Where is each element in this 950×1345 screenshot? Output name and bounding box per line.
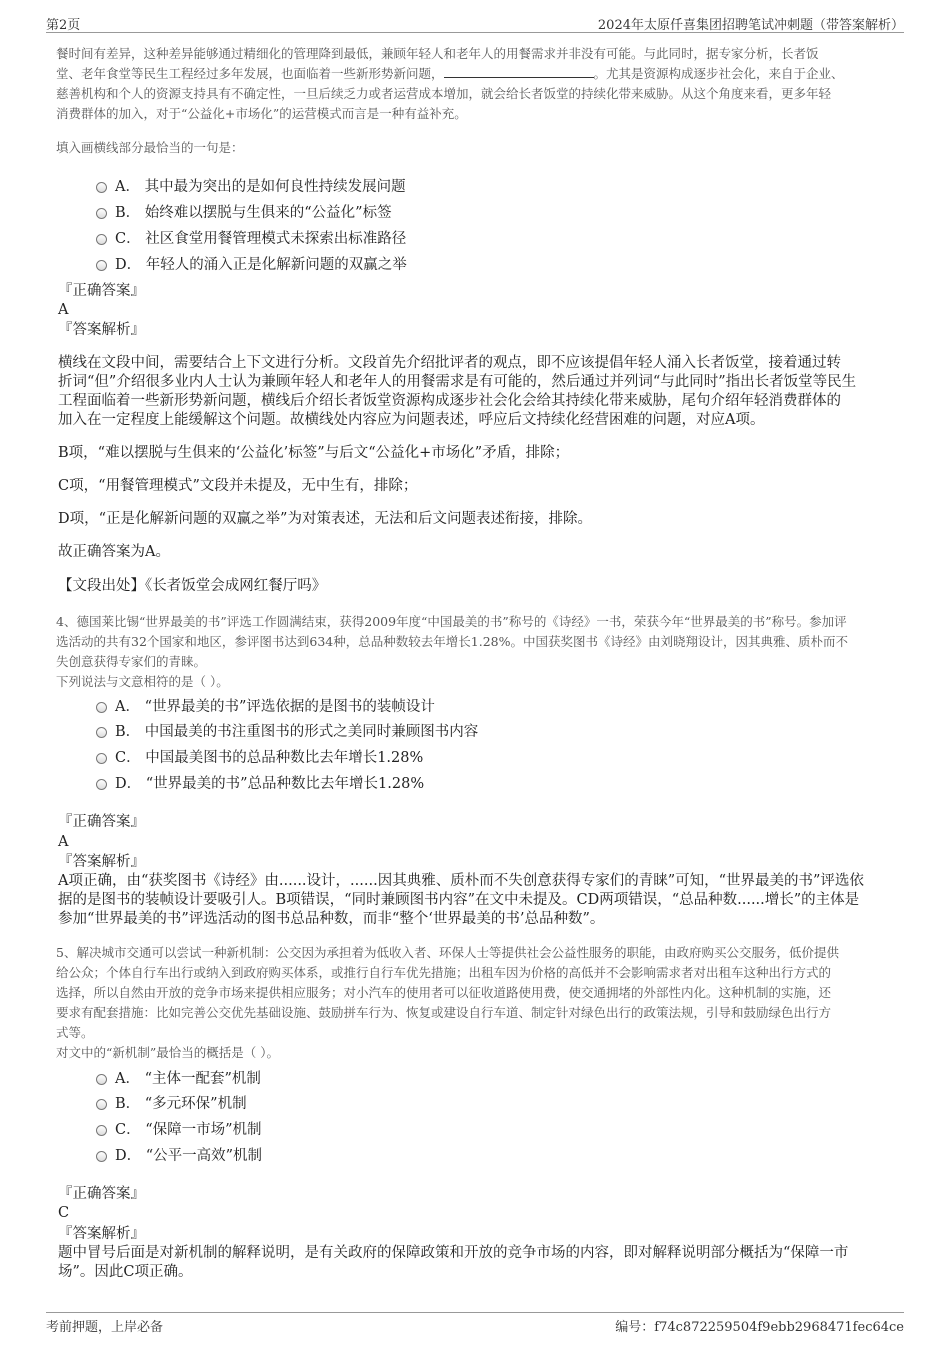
q3-option-d-note: D项，“正是化解新问题的双赢之举”为对策表述，无法和后文问题表述衔接，排除。 <box>58 511 592 527</box>
q3-analysis-label: 『答案解析』 <box>58 322 145 338</box>
option-label: D． “公平一高效”机制 <box>115 1148 263 1164</box>
q4-analysis-line-1: A项正确，由“获奖图书《诗经》由......设计，......因其典雅、质朴而不失创意获得专家们的青睐”可知，“世界最美的书”评选依 <box>58 873 864 889</box>
option-label: A． 其中最为突出的是如何良性持续发展问题 <box>115 179 406 195</box>
q5-answer: C <box>58 1205 70 1221</box>
option-label: D． “世界最美的书”总品种数比去年增长1.28% <box>115 776 425 792</box>
q5-passage-line-3: 选择，所以自然由开放的竞争市场来提供相应服务；对小汽车的使用者可以征收道路使用费，使交通拥堵的外部性内化。这种机制的实施，还 <box>56 985 832 1000</box>
q3-option-c-note: C项，“用餐管理模式”文段并未提及，无中生有，排除； <box>58 478 418 494</box>
option-label: B． 中国最美的书注重图书的形式之美同时兼顾图书内容 <box>115 724 479 740</box>
q3-conclusion: 故正确答案为A。 <box>58 544 170 560</box>
radio-button-icon[interactable] <box>96 727 107 738</box>
radio-button-icon[interactable] <box>96 702 107 713</box>
radio-button-icon[interactable] <box>96 1074 107 1085</box>
q4-option-b[interactable] <box>96 720 478 740</box>
q3-passage-line-2-end: 。尤其是资源构成逐步社会化，来自于企业、 <box>593 66 844 81</box>
q3-passage-line-3: 慈善机构和个人的资源支持具有不确定性，一旦后续乏力或者运营成本增加，就会给长者饭堂的持续化带来威胁。从这个角度来看，更多年轻 <box>56 86 832 101</box>
q4-passage-line-2: 选活动的共有32个国家和地区，参评图书达到634种，总品种数较去年增长1.28%。中国获奖图书《诗经》由刘晓翔设计，因其典雅、质朴而不 <box>56 634 848 649</box>
q3-passage-line-2 <box>56 64 898 83</box>
q3-answer-label: 『正确答案』 <box>58 283 145 299</box>
q4-passage-line-1: 4、德国莱比锡“世界最美的书”评选工作圆满结束，获得2009年度“中国最美的书”称号的《诗经》一书，荣获今年“世界最美的书”称号。参加评 <box>56 614 847 629</box>
radio-button-icon[interactable] <box>96 260 107 271</box>
q3-passage-line-1: 餐时间有差异，这种差异能够通过精细化的管理降到最低，兼顾年轻人和老年人的用餐需求并非没有可能。与此同时，据专家分析，长者饭 <box>56 46 819 61</box>
q5-option-a[interactable] <box>96 1067 261 1087</box>
q4-answer: A <box>58 834 69 850</box>
q4-option-d[interactable] <box>96 772 424 792</box>
q5-answer-label: 『正确答案』 <box>58 1186 145 1202</box>
q3-analysis-line-2: 折词“但”介绍很多业内人士认为兼顾年轻人和老年人的用餐需求是有可能的，然后通过并列词“与此同时”指出长者饭堂等民生 <box>58 374 857 390</box>
q3-option-b-note: B项，“难以摆脱与生俱来的‘公益化’标签”与后文“公益化+市场化”矛盾，排除； <box>58 445 570 461</box>
radio-button-icon[interactable] <box>96 234 107 245</box>
q3-option-d[interactable] <box>96 253 407 273</box>
option-label: C． 社区食堂用餐管理模式未探索出标准路径 <box>115 231 407 247</box>
radio-button-icon[interactable] <box>96 1099 107 1110</box>
option-label: C． 中国最美图书的总品种数比去年增长1.28% <box>115 750 424 766</box>
option-label: B． 始终难以摆脱与生俱来的“公益化”标签 <box>115 205 392 221</box>
option-label: C． “保障一市场”机制 <box>115 1122 262 1138</box>
radio-button-icon[interactable] <box>96 753 107 764</box>
q4-prompt: 下列说法与文意相符的是（ ）。 <box>56 674 229 689</box>
q3-analysis-line-1: 横线在文段中间，需要结合上下文进行分析。文段首先介绍批评者的观点，即不应该提倡年轻人涌入长者饭堂，接着通过转 <box>58 355 841 371</box>
q3-answer: A <box>58 302 69 318</box>
q4-passage-line-3: 失创意获得专家们的青睐。 <box>56 654 207 669</box>
q4-analysis-line-3: 参加“世界最美的书”评选活动的图书总品种数，而非“整个‘世界最美的书’总品种数”。 <box>58 911 605 927</box>
q5-analysis-label: 『答案解析』 <box>58 1226 145 1242</box>
radio-button-icon[interactable] <box>96 182 107 193</box>
q5-analysis-line-2: 场”。因此C项正确。 <box>58 1264 193 1280</box>
q4-answer-label: 『正确答案』 <box>58 814 145 830</box>
q4-option-c[interactable] <box>96 746 423 766</box>
q3-analysis-line-4: 加入在一定程度上能缓解这个问题。故横线处内容应为问题表述，呼应后文持续化经营困难的问题，对应A项。 <box>58 412 765 428</box>
q3-option-b[interactable] <box>96 201 392 221</box>
radio-button-icon[interactable] <box>96 779 107 790</box>
q5-option-c[interactable] <box>96 1118 262 1138</box>
q5-passage-line-1: 5、解决城市交通可以尝试一种新机制：公交因为承担着为低收入者、环保人士等提供社会公益性服务的职能，由政府购买公交服务，低价提供 <box>56 945 839 960</box>
q3-option-c[interactable] <box>96 227 406 247</box>
document-code: 编号：f74c872259504f9ebb2968471fec64ce <box>615 1320 904 1335</box>
radio-button-icon[interactable] <box>96 208 107 219</box>
q5-prompt: 对文中的“新机制”最恰当的概括是（ ）。 <box>56 1045 280 1060</box>
option-label: A． “主体一配套”机制 <box>115 1071 261 1087</box>
fill-in-blank <box>444 65 594 78</box>
q3-source: 【文段出处】《长者饭堂会成网红餐厅吗》 <box>58 578 327 594</box>
option-label: B． “多元环保”机制 <box>115 1096 247 1112</box>
q5-option-d[interactable] <box>96 1144 262 1164</box>
q3-analysis-line-3: 工程面临着一些新形势新问题，横线后介绍长者饭堂资源构成逐步社会化会给其持续化带来威胁，尾句介绍年轻消费群体的 <box>58 393 841 409</box>
q3-passage-line-4: 消费群体的加入，对于“公益化+市场化”的运营模式而言是一种有益补充。 <box>56 106 467 121</box>
radio-button-icon[interactable] <box>96 1151 107 1162</box>
q3-prompt: 填入画横线部分最恰当的一句是： <box>56 140 244 155</box>
q5-analysis-line-1: 题中冒号后面是对新机制的解释说明，是有关政府的保障政策和开放的竞争市场的内容，即对解释说明部分概括为“保障一市 <box>58 1245 849 1261</box>
q5-option-b[interactable] <box>96 1092 247 1112</box>
page-footer <box>46 1312 904 1335</box>
page-number: 第2页 <box>46 18 81 33</box>
radio-button-icon[interactable] <box>96 1125 107 1136</box>
q4-analysis-line-2: 据的是图书的装帧设计要吸引人。B项错误，“同时兼顾图书内容”在文中未提及。CD两项错误，“总品种数......增长”的主体是 <box>58 892 860 908</box>
q5-passage-line-2: 给公众；个体自行车出行或纳入到政府购买体系，或推行自行车优先措施；出租车因为价格的高低并不会影响需求者对出租车这种出行方式的 <box>56 965 832 980</box>
q5-passage-line-5: 式等。 <box>56 1025 94 1040</box>
q4-option-a[interactable] <box>96 695 435 715</box>
footer-motto: 考前押题，上岸必备 <box>46 1320 164 1335</box>
option-label: A． “世界最美的书”评选依据的是图书的装帧设计 <box>115 699 435 715</box>
document-title: 2024年太原仟喜集团招聘笔试冲刺题（带答案解析） <box>597 18 904 33</box>
q5-passage-line-4: 要求有配套措施：比如完善公交优先基础设施、鼓励拼车行为、恢复或建设自行车道、制定针对绿色出行的政策法规，引导和鼓励绿色出行方 <box>56 1005 832 1020</box>
q4-analysis-label: 『答案解析』 <box>58 854 145 870</box>
q3-option-a[interactable] <box>96 175 406 195</box>
page-header <box>46 12 904 33</box>
q3-passage-line-2-text: 堂、老年食堂等民生工程经过多年发展，也面临着一些新形势新问题， <box>56 66 444 81</box>
option-label: D． 年轻人的涌入正是化解新问题的双赢之举 <box>115 257 407 273</box>
